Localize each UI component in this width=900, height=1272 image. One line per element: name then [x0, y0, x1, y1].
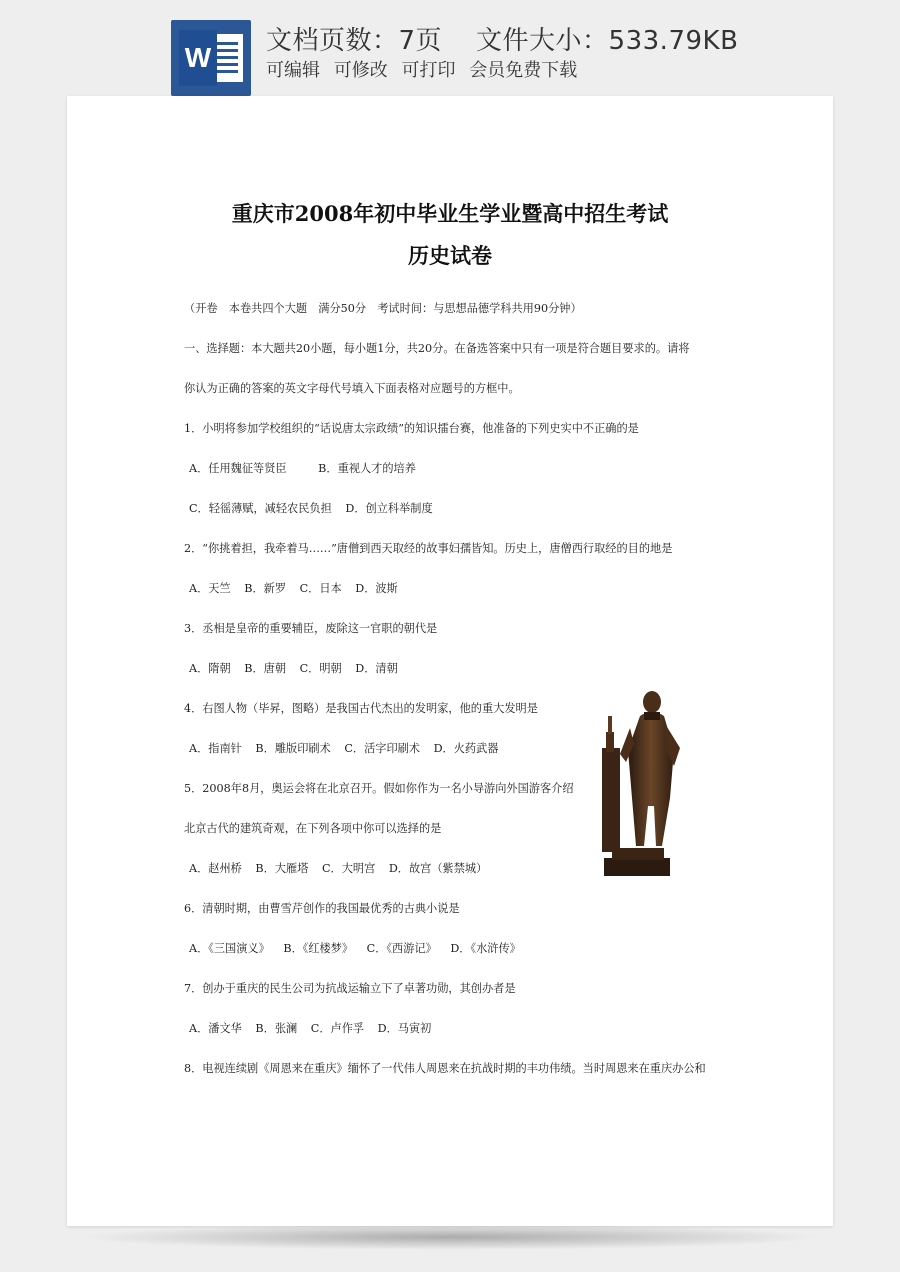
feature-modifiable: 可修改: [333, 60, 388, 81]
feature-editable: 可编辑: [266, 60, 320, 81]
question-2-stem: 2．“你挑着担，我牵着马……”唐僧到西天取经的故事妇孺皆知。历史上，唐僧西行取经的目的地是: [184, 542, 673, 555]
question-6-stem: 6．清朝时期，由曹雪芹创作的我国最优秀的古典小说是: [184, 902, 460, 915]
question-1-options-row2: [189, 500, 443, 516]
question-2-option-a: A．天竺: [189, 582, 231, 595]
question-3-option-d: D．清朝: [355, 662, 398, 675]
word-document-icon: [171, 20, 251, 96]
question-1-stem: 1．小明将参加学校组织的“话说唐太宗政绩”的知识擂台赛，他准备的下列史实中不正确的是: [184, 422, 639, 435]
question-5-options: [189, 860, 497, 876]
question-2-option-d: D．波斯: [355, 582, 398, 595]
question-1-option-d: D．创立科举制度: [345, 502, 433, 515]
question-1-option-c: C．轻徭薄赋，减轻农民负担: [189, 502, 332, 515]
question-7-option-b: B．张澜: [255, 1022, 298, 1035]
question-6-option-b: B．《红楼梦》: [283, 942, 354, 955]
paper-shadow: [76, 1224, 824, 1250]
question-7-option-a: A．潘文华: [189, 1022, 242, 1035]
exam-subject: 历史试卷: [408, 243, 492, 268]
file-info: [266, 20, 738, 57]
question-4-option-b: B．雕版印刷术: [255, 742, 331, 755]
feature-member-download: 会员免费下载: [469, 60, 578, 81]
question-1-option-a: A．任用魏征等贤臣: [189, 462, 287, 475]
exam-title: 重庆市2008年初中毕业生学业暨高中招生考试: [231, 201, 669, 226]
question-6-option-c: C．《西游记》: [366, 942, 437, 955]
question-5-stem: 5．2008年8月，奥运会将在北京召开。假如你作为一名小导游向外国游客介绍: [184, 782, 574, 795]
document-page: [67, 96, 833, 1226]
question-5-option-c: C．大明宫: [321, 862, 376, 875]
question-2-option-b: B．新罗: [244, 582, 287, 595]
question-6-options: [189, 940, 531, 956]
word-logo-letter: W: [184, 42, 212, 73]
question-7-stem: 7．创办于重庆的民生公司为抗战运输立下了卓著功勋，其创办者是: [184, 982, 516, 995]
question-3-option-a: A．隋朝: [189, 662, 231, 675]
question-4-stem: 4．右图人物（毕昇，图略）是我国古代杰出的发明家，他的重大发明是: [184, 702, 538, 715]
question-2-options: [189, 580, 408, 596]
question-6-option-d: D．《水浒传》: [450, 942, 521, 955]
question-2-option-c: C．日本: [299, 582, 342, 595]
question-3-option-b: B．唐朝: [244, 662, 287, 675]
question-5-option-d: D．故宫（紫禁城）: [388, 862, 488, 875]
question-4-options: [189, 740, 509, 756]
question-7-options: [189, 1020, 441, 1036]
question-7-option-c: C．卢作孚: [310, 1022, 365, 1035]
section-instruction-line2: 你认为正确的答案的英文字母代号填入下面表格对应题号的方框中。: [184, 382, 520, 395]
question-1-option-b: B．重视人才的培养: [318, 462, 416, 475]
download-banner: [0, 0, 900, 100]
question-7-option-d: D．马寅初: [377, 1022, 432, 1035]
exam-note: （开卷 本卷共四个大题 满分50分 考试时间：与思想品德学科共用90分钟）: [184, 302, 582, 315]
feature-list: [266, 56, 585, 82]
question-4-option-d: D．火药武器: [433, 742, 499, 755]
question-1-options-row1: [189, 460, 426, 476]
section-instruction-line1: 一、选择题：本大题共20小题，每小题1分，共20分。在备选答案中只有一项是符合题目要求的。请将: [184, 342, 690, 355]
question-6-option-a: A．《三国演义》: [189, 942, 270, 955]
question-5-stem-continued: 北京古代的建筑奇观，在下列各项中你可以选择的是: [184, 822, 442, 835]
question-5-option-a: A．赵州桥: [189, 862, 242, 875]
question-8-stem: 8．电视连续剧《周恩来在重庆》缅怀了一代伟人周恩来在抗战时期的丰功伟绩。当时周恩来在重庆办公和: [184, 1062, 706, 1075]
page-count: 文档页数：7页: [266, 26, 443, 56]
question-3-stem: 3．丞相是皇帝的重要辅臣，废除这一官职的朝代是: [184, 622, 438, 635]
question-5-option-b: B．大雁塔: [255, 862, 309, 875]
question-4-option-a: A．指南针: [189, 742, 242, 755]
feature-printable: 可打印: [401, 60, 456, 81]
bi-sheng-statue-image: [600, 688, 688, 878]
question-3-option-c: C．明朝: [299, 662, 342, 675]
question-4-option-c: C．活字印刷术: [344, 742, 421, 755]
file-size: 文件大小：533.79KB: [476, 26, 739, 56]
question-3-options: [189, 660, 408, 676]
